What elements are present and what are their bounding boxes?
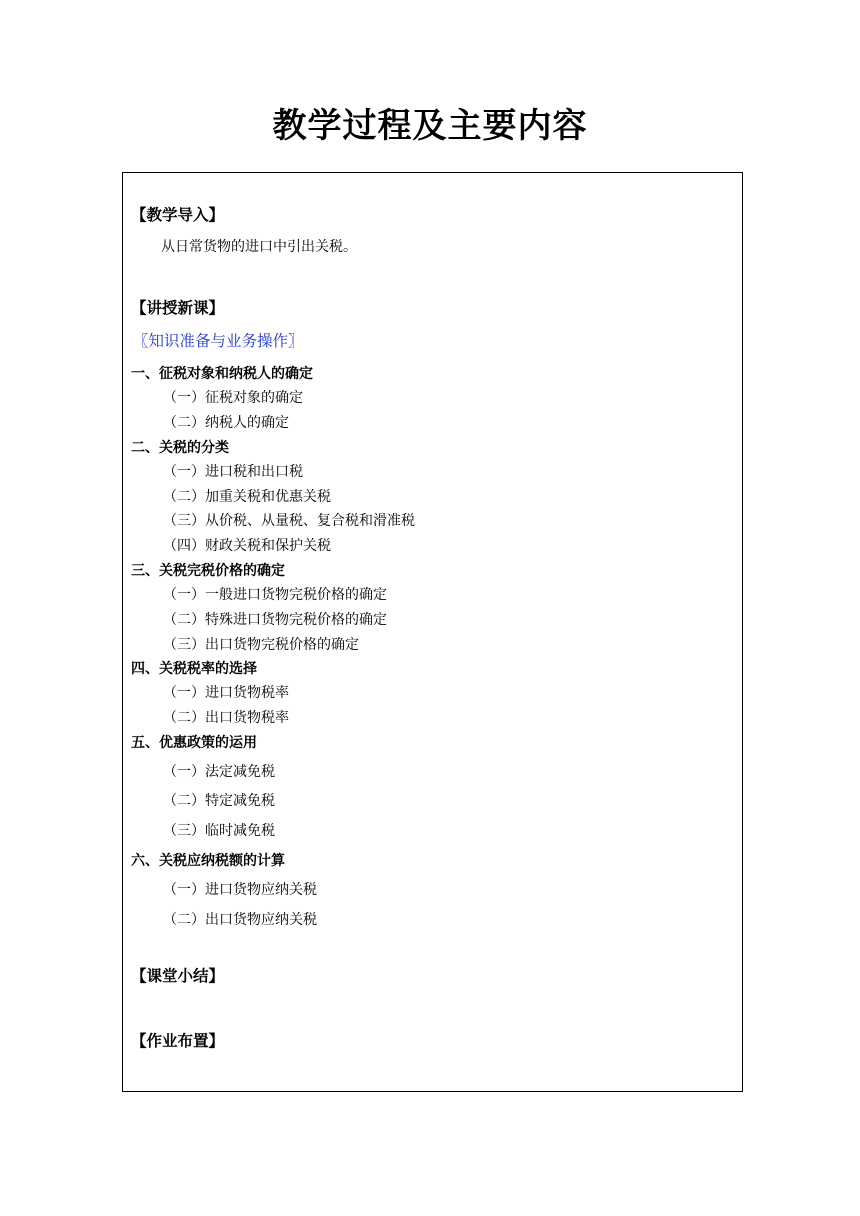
section-title: 二、关税的分类 (131, 440, 229, 456)
content-box (122, 172, 743, 1092)
section-item: （三）临时减免税 (163, 823, 275, 839)
section-item: （三）出口货物完税价格的确定 (163, 637, 359, 653)
section-item: （一）法定减免税 (163, 764, 275, 780)
section-item: （一）一般进口货物完税价格的确定 (163, 587, 387, 603)
section-title: 六、关税应纳税额的计算 (131, 853, 285, 869)
section-item: （二）出口货物应纳关税 (163, 912, 317, 928)
section-item: （二）特殊进口货物完税价格的确定 (163, 612, 387, 628)
section-item: （四）财政关税和保护关税 (163, 538, 331, 554)
section-item: （二）特定减免税 (163, 793, 275, 809)
intro-text: 从日常货物的进口中引出关税。 (161, 239, 357, 255)
homework-heading: 【作业布置】 (131, 1032, 225, 1050)
section-title: 一、征税对象和纳税人的确定 (131, 366, 313, 382)
page-title: 教学过程及主要内容 (272, 106, 588, 146)
section-title: 三、关税完税价格的确定 (131, 563, 285, 579)
section-item: （一）进口货物税率 (163, 685, 289, 701)
section-title: 四、关税税率的选择 (131, 661, 257, 677)
section-item: （一）进口税和出口税 (163, 464, 303, 480)
section-item: （二）纳税人的确定 (163, 415, 289, 431)
section-item: （三）从价税、从量税、复合税和滑准税 (163, 513, 415, 529)
section-title: 五、优惠政策的运用 (131, 735, 257, 751)
section-item: （二）加重关税和优惠关税 (163, 489, 331, 505)
new-lesson-heading: 【讲授新课】 (131, 299, 225, 317)
section-item: （一）进口货物应纳关税 (163, 882, 317, 898)
summary-heading: 【课堂小结】 (131, 967, 225, 985)
section-item: （一）征税对象的确定 (163, 390, 303, 406)
intro-heading: 【教学导入】 (131, 206, 225, 224)
section-item: （二）出口货物税率 (163, 710, 289, 726)
knowledge-subheading: 〖知识准备与业务操作〗 (133, 332, 304, 350)
